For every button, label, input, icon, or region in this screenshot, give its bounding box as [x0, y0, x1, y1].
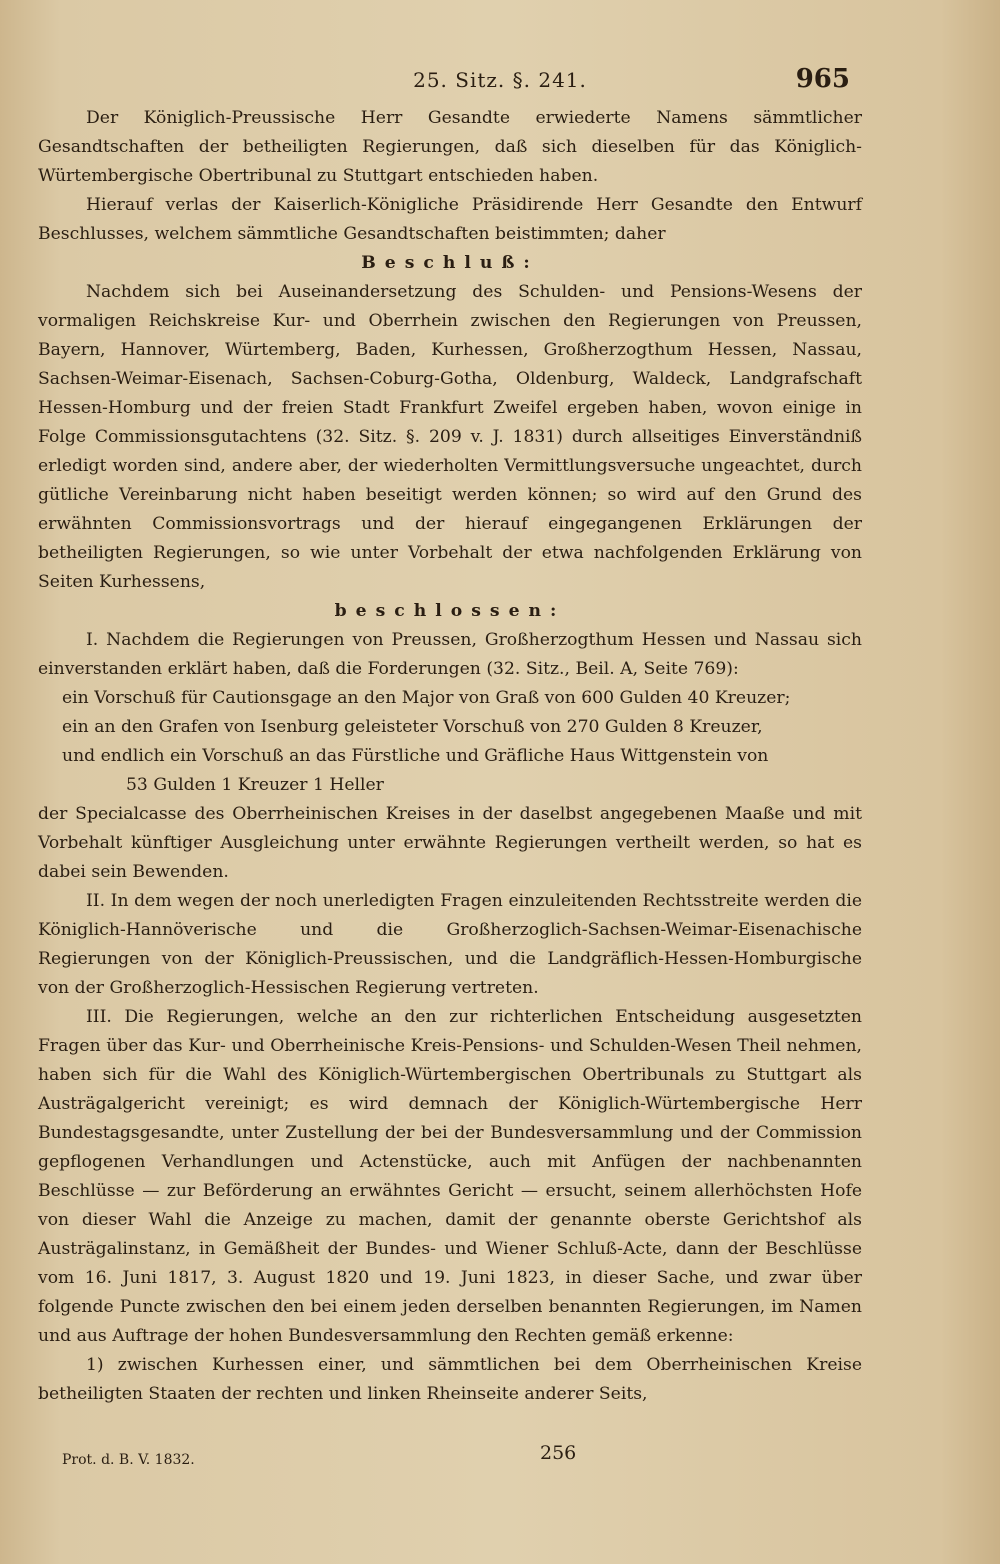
section-i-item-sub: 53 Gulden 1 Kreuzer 1 Heller: [126, 775, 384, 795]
running-head: 25. Sitz. §. 241.: [413, 68, 587, 92]
page-footer: [62, 1442, 862, 1478]
section-iii-item-1: 1) zwischen Kurhessen einer, und sämmtlichen bei dem Oberrheinischen Kreise betheiligten Staaten der rechten und linken Rheinseite anderer Seits,: [38, 1355, 862, 1404]
page-header: [40, 64, 960, 100]
paragraph-gesandte: Der Königlich-Preussische Herr Gesandte erwiederte Namens sämmtlicher Gesandtschaften der betheiligten Regierungen, daß sich dieselben für das Königlich-Würtembergische Obertribunal zu Stuttgart entschieden haben.: [38, 108, 862, 186]
section-i-items: [38, 684, 862, 800]
section-ii: II. In dem wegen der noch unerledigten Fragen einzuleitenden Rechtsstreite werden die Königlich-Hannöverische und die Großherzoglich-Sachsen-Weimar-Eisenachische Regierungen von der Königlich-Preussischen, und die Landgräflich-Hessen-Homburgische von der Großherzoglich-Hessischen Regierung vertreten.: [38, 891, 862, 998]
paragraph-nachdem: Nachdem sich bei Auseinandersetzung des Schulden- und Pensions-Wesens der vormaligen Reichskreise Kur- und Oberrhein zwischen den Regierungen von Preussen, Bayern, Hannover, Würtemberg, Baden, Kurhessen, Großherzogthum Hessen, Nassau, Sachsen-Weimar-Eisenach, Sachsen-Coburg-Gotha, Oldenburg, Waldeck, Landgrafschaft Hessen-Homburg und der freien Stadt Frankfurt Zweifel ergeben haben, wovon einige in Folge Commissionsgutachtens (32. Sitz. §. 209 v. J. 1831) durch allseitiges Einverständniß erledigt worden sind, andere aber, der wiederholten Vermittlungsversuche ungeachtet, durch gütliche Vereinbarung nicht haben beseitigt werden können; so wird auf den Grund des erwähnten Commissionsvortrags und der hierauf eingegangenen Erklärungen der betheiligten Regierungen, so wie unter Vorbehalt der etwa nachfolgenden Erklärung von Seiten Kurhessens,: [38, 282, 862, 592]
section-i-item: ein an den Grafen von Isenburg geleisteter Vorschuß von 270 Gulden 8 Kreuzer,: [62, 717, 763, 737]
heading-beschluss: Beschluß:: [361, 253, 539, 273]
section-iii: III. Die Regierungen, welche an den zur richterlichen Entscheidung ausgesetzten Fragen über das Kur- und Oberrheinische Kreis-Pensions- und Schulden-Wesen Theil nehmen, haben sich für die Wahl des Königlich-Würtembergischen Obertribunals zu Stuttgart als Austrägalgericht vereinigt; es wird demnach der Königlich-Würtembergische Herr Bundestagsgesandte, unter Zustellung der bei der Bundesversammlung und der Commission gepflogenen Verhandlungen und Actenstücke, auch mit Anfügen der nachbenannten Beschlüsse — zur Beförderung an erwähntes Gericht — ersucht, seinem allerhöchsten Hofe von dieser Wahl die Anzeige zu machen, damit der genannte oberste Gerichtshof als Austrägalinstanz, in Gemäßheit der Bundes- und Wiener Schluß-Acte, dann der Beschlüsse vom 16. Juni 1817, 3. August 1820 und 19. Juni 1823, in dieser Sache, und zwar über folgende Puncte zwischen den bei einem jeden derselben benannten Regierungen, im Namen und aus Auftrage der hohen Bundesversammlung den Rechten gemäß erkenne:: [38, 1007, 862, 1346]
heading-beschlossen: beschlossen:: [334, 601, 566, 621]
page-number: 965: [795, 64, 850, 94]
section-i-conclusion: der Specialcasse des Oberrheinischen Kreises in der daselbst angegebenen Maaße und mit Vorbehalt künftiger Ausgleichung unter erwähnte Regierungen vertheilt werden, so hat es dabei sein Bewenden.: [38, 804, 862, 882]
page-body: [38, 104, 862, 1409]
section-i-intro: I. Nachdem die Regierungen von Preussen, Großherzogthum Hessen und Nassau sich einverstanden erklärt haben, daß die Forderungen (32. Sitz., Beil. A, Seite 769):: [38, 630, 862, 679]
footer-signature-mark: 256: [540, 1442, 577, 1464]
section-i-item: ein Vorschuß für Cautionsgage an den Major von Graß von 600 Gulden 40 Kreuzer;: [62, 688, 791, 708]
paragraph-entwurf: Hierauf verlas der Kaiserlich-Königliche Präsidirende Herr Gesandte den Entwurf Beschlusses, welchem sämmtliche Gesandtschaften beistimmten; daher: [38, 195, 862, 244]
section-i-item: und endlich ein Vorschuß an das Fürstliche und Gräfliche Haus Wittgenstein von: [62, 746, 769, 766]
footer-protocol-ref: Prot. d. B. V. 1832.: [62, 1452, 195, 1468]
